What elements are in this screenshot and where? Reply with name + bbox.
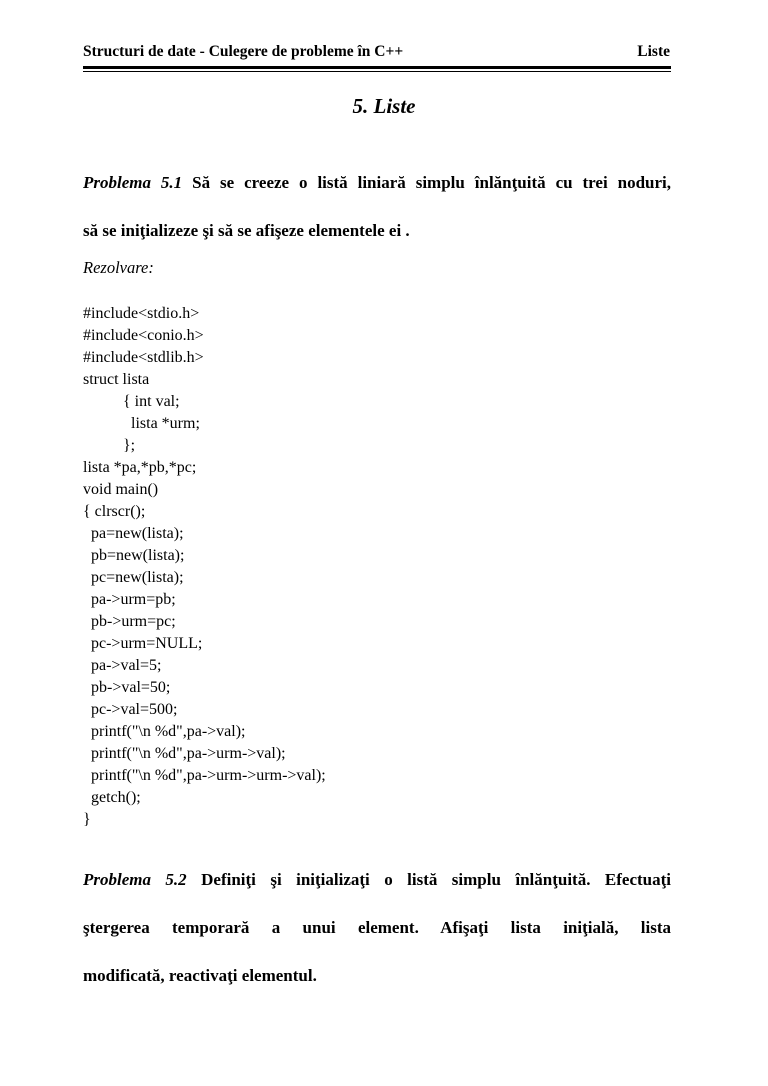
code-line: #include<stdio.h>: [83, 305, 200, 322]
code-line: pb=new(lista);: [83, 547, 185, 564]
code-line: pc->urm=NULL;: [83, 635, 203, 652]
code-line: lista *pa,*pb,*pc;: [83, 459, 197, 476]
code-line: { int val;: [83, 393, 180, 410]
chapter-title: 5. Liste: [352, 94, 416, 118]
code-line: #include<stdlib.h>: [83, 349, 204, 366]
code-listing: [83, 303, 326, 831]
problem-5-2-line-3: modificată, reactivaţi elementul.: [83, 966, 317, 985]
code-line: pb->val=50;: [83, 679, 171, 696]
code-line: printf("\n %d",pa->val);: [83, 723, 246, 740]
solution-label: Rezolvare:: [83, 258, 154, 277]
header-rule-thick: [83, 66, 671, 69]
code-line: pa->val=5;: [83, 657, 162, 674]
code-line: pc=new(lista);: [83, 569, 184, 586]
problem-5-1-line-1: [83, 171, 671, 219]
code-line: #include<conio.h>: [83, 327, 204, 344]
problem-5-2-text-1: Definiţi şi iniţializaţi o listă simplu înlănţuită. Efectuaţi: [186, 870, 671, 889]
problem-5-2-label: Problema 5.2: [83, 870, 187, 889]
code-line: pa=new(lista);: [83, 525, 184, 542]
code-line: };: [83, 437, 136, 454]
header-rule-thin: [83, 71, 671, 72]
code-line: printf("\n %d",pa->urm->val);: [83, 745, 286, 762]
header-chapter-name: Liste: [637, 43, 670, 60]
code-line: { clrscr();: [83, 503, 146, 520]
problem-5-2-line-2: ştergerea temporară a unui element. Afişaţi lista iniţială, lista: [83, 918, 671, 937]
code-line: getch();: [83, 789, 141, 806]
code-line: struct lista: [83, 371, 150, 388]
problem-5-2: [83, 868, 671, 988]
code-line: }: [83, 811, 91, 828]
code-line: printf("\n %d",pa->urm->urm->val);: [83, 767, 326, 784]
code-line: pc->val=500;: [83, 701, 178, 718]
code-line: pb->urm=pc;: [83, 613, 176, 630]
problem-5-2-line-1: [83, 868, 671, 916]
running-header: [83, 42, 670, 64]
problem-5-1-text-1: Să se creeze o listă liniară simplu înlănţuită cu trei noduri,: [182, 173, 671, 192]
code-line: pa->urm=pb;: [83, 591, 176, 608]
problem-5-1: [83, 171, 671, 243]
problem-5-1-label: Problema 5.1: [83, 173, 183, 192]
problem-5-1-line-2: să se iniţializeze şi să se afişeze elementele ei .: [83, 221, 410, 240]
code-line: void main(): [83, 481, 159, 498]
header-book-title: Structuri de date - Culegere de probleme în C++: [83, 43, 404, 60]
code-line: lista *urm;: [83, 415, 200, 432]
